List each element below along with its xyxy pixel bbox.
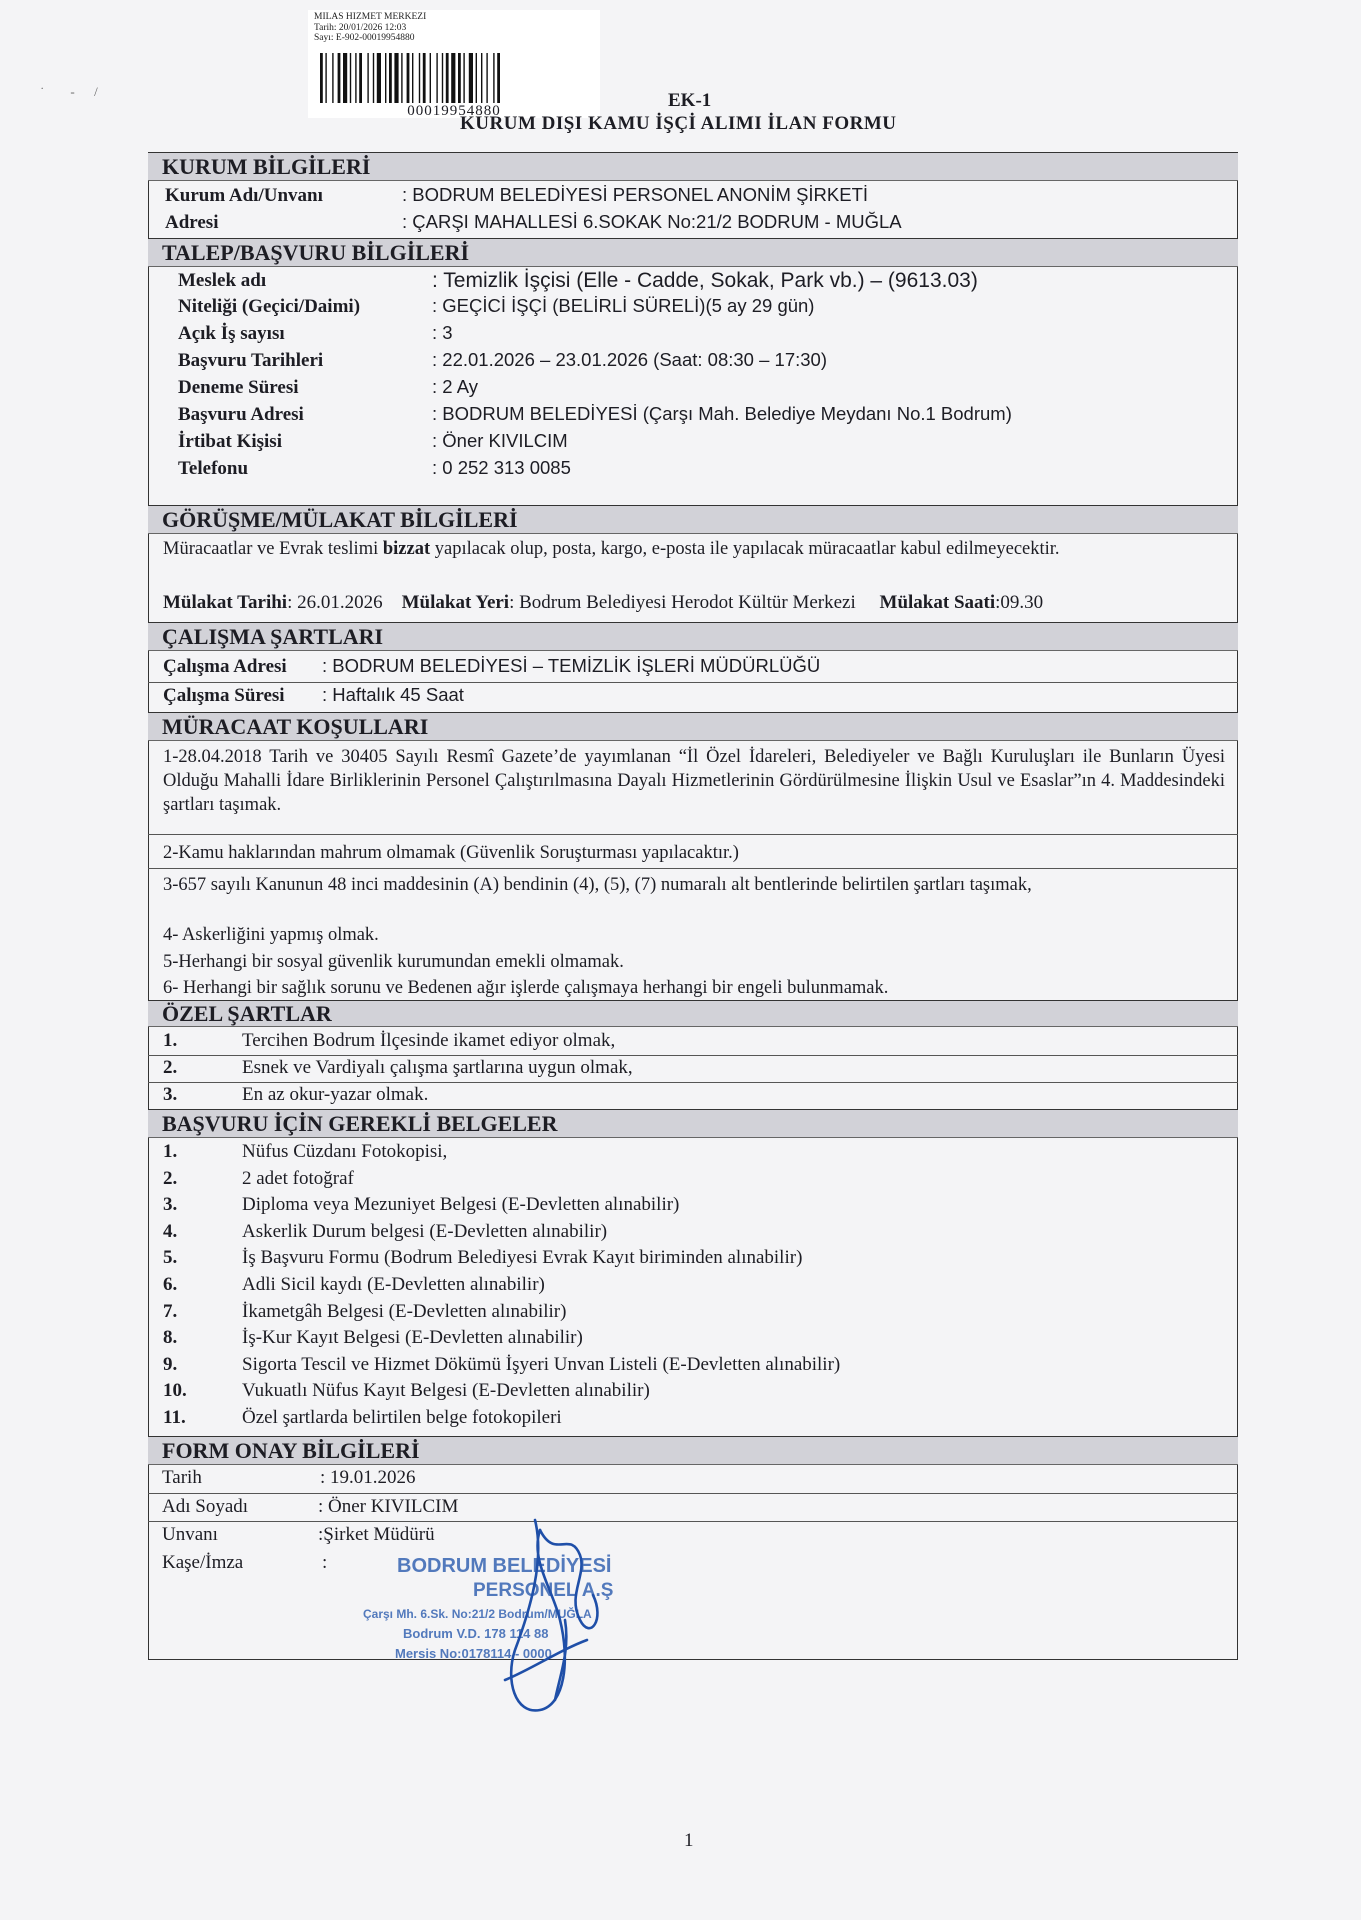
stamp-line1: BODRUM BELEDİYESİ [397, 1555, 612, 1577]
section-muracaat: MÜRACAAT KOŞULLARI [148, 712, 1238, 741]
registry-stamp [308, 10, 600, 118]
calisma-duration-label: Çalışma Süresi [163, 685, 285, 706]
gorusme-text-bold: bizzat [382, 539, 431, 559]
kurum-name-value: : BODRUM BELEDİYESİ PERSONEL ANONİM ŞİRKETİ [402, 184, 869, 205]
belge-item-number: 1. [163, 1141, 178, 1162]
section-gorusme: GÖRÜŞME/MÜLAKAT BİLGİLERİ [148, 505, 1238, 534]
section-talep: TALEP/BAŞVURU BİLGİLERİ [148, 238, 1238, 267]
belge-item-number: 9. [163, 1353, 178, 1375]
belge-item-text: Özel şartlarda belirtilen belge fotokopileri [242, 1407, 562, 1428]
calisma-address-value: : BODRUM BELEDİYESİ – TEMİZLİK İŞLERİ MÜDÜRLÜĞÜ [322, 655, 821, 676]
stamp-line5: Mersis No:0178114 - 0000 [395, 1646, 552, 1661]
talep-value-5: : 2 Ay [432, 376, 478, 397]
belge-item-number: 10. [163, 1380, 187, 1402]
belge-item-number: 7. [163, 1300, 178, 1322]
company-stamp-signature [355, 1500, 775, 1740]
onay-sign-value: : [322, 1552, 328, 1573]
kurum-name-label: Kurum Adı/Unvanı [165, 185, 323, 206]
mulakat-date-label: Mülakat Tarihi [163, 592, 288, 613]
scan-mark: ˙ - / [40, 84, 98, 99]
annex-label: EK-1 [668, 90, 712, 111]
divider [148, 682, 1238, 683]
talep-label-4: Başvuru Tarihleri [178, 350, 324, 371]
belge-item-number: 5. [163, 1247, 178, 1269]
condition-6: 6- Herhangi bir sağlık sorunu ve Bedenen ağır işlerde çalışmaya herhangi bir engeli bulunmamak. [163, 978, 889, 998]
kurum-address-label: Adresi [165, 212, 219, 233]
talep-value-1: : Temizlik İşçisi (Elle - Cadde, Sokak, Park vb.) – (9613.03) [432, 269, 978, 292]
page-number: 1 [684, 1830, 694, 1851]
registry-stamp-line2: Tarih: 20/01/2026 12:03 [314, 22, 407, 33]
gorusme-text-a: Müracaatlar ve Evrak teslimi [163, 539, 383, 559]
talep-label-2: Niteliği (Geçici/Daimi) [178, 296, 361, 317]
belge-item-number: 3. [163, 1194, 178, 1216]
section-belgeler: BAŞVURU İÇİN GEREKLİ BELGELER [148, 1109, 1238, 1138]
belge-item-number: 11. [163, 1407, 186, 1428]
onay-title-value: :Şirket Müdürü [318, 1524, 435, 1545]
belge-item-text: Diploma veya Mezuniyet Belgesi (E-Devletten alınabilir) [242, 1194, 680, 1216]
calisma-address-label: Çalışma Adresi [163, 656, 287, 677]
stamp-line4: Bodrum V.D. 178 114 88 [403, 1626, 549, 1641]
form-border [148, 152, 1238, 1660]
kurum-address-value: : ÇARŞI MAHALLESİ 6.SOKAK No:21/2 BODRUM - MUĞLA [402, 211, 902, 232]
belge-item-text: Sigorta Tescil ve Hizmet Dökümü İşyeri Unvan Listeli (E-Devletten alınabilir) [242, 1353, 841, 1375]
onay-date-value: : 19.01.2026 [320, 1467, 416, 1488]
section-calisma: ÇALIŞMA ŞARTLARI [148, 622, 1238, 651]
talep-value-6: : BODRUM BELEDİYESİ (Çarşı Mah. Belediye Meydanı No.1 Bodrum) [432, 403, 1012, 424]
ozel-item-text: Esnek ve Vardiyalı çalışma şartlarına uygun olmak, [242, 1057, 633, 1078]
gorusme-text [163, 537, 1225, 561]
talep-label-5: Deneme Süresi [178, 377, 299, 398]
divider [148, 1082, 1238, 1083]
registry-stamp-line1: MILAS HIZMET MERKEZI [314, 12, 427, 22]
onay-sign-label: Kaşe/İmza [162, 1552, 244, 1573]
ozel-item-text: En az okur-yazar olmak. [242, 1084, 429, 1105]
divider [148, 1493, 1238, 1494]
stamp-line3: Çarşı Mh. 6.Sk. No:21/2 Bodrum/MUĞLA [363, 1607, 592, 1621]
talep-label-6: Başvuru Adresi [178, 404, 304, 425]
divider [148, 834, 1238, 835]
belge-item-number: 6. [163, 1274, 178, 1295]
divider [148, 1055, 1238, 1056]
onay-date-label: Tarih [162, 1467, 202, 1488]
talep-label-7: İrtibat Kişisi [178, 431, 282, 452]
onay-title-label: Unvanı [162, 1524, 218, 1545]
belge-item-text: Askerlik Durum belgesi (E-Devletten alınabilir) [242, 1220, 608, 1242]
section-onay: FORM ONAY BİLGİLERİ [148, 1436, 1238, 1465]
belge-item-number: 2. [163, 1167, 178, 1189]
talep-label-8: Telefonu [178, 458, 249, 479]
talep-value-7: : Öner KIVILCIM [432, 430, 568, 451]
condition-4: 4- Askerliğini yapmış olmak. [163, 925, 379, 945]
belge-item-text: İş Başvuru Formu (Bodrum Belediyesi Evrak Kayıt biriminden alınabilir) [242, 1247, 803, 1269]
belge-item-number: 4. [163, 1220, 178, 1242]
ozel-item-number: 3. [163, 1084, 178, 1105]
belge-item-text: Adli Sicil kaydı (E-Devletten alınabilir) [242, 1274, 545, 1295]
stamp-line2: PERSONEL A.Ş [473, 1580, 614, 1601]
talep-label-3: Açık İş sayısı [178, 323, 285, 344]
section-ozel: ÖZEL ŞARTLAR [148, 1000, 1238, 1027]
belge-item-text: İkametgâh Belgesi (E-Devletten alınabilir) [242, 1300, 567, 1322]
gorusme-text-b: yapılacak olup, posta, kargo, e-posta ile yapılacak müracaatlar kabul edilmeyecektir. [430, 539, 1060, 559]
mulakat-date-value: : 26.01.2026 [287, 592, 383, 613]
talep-value-3: : 3 [432, 322, 453, 343]
condition-3: 3-657 sayılı Kanunun 48 inci maddesinin (A) bendinin (4), (5), (7) numaralı alt bentlerinde belirtilen şartları taşımak, [163, 875, 1032, 895]
mulakat-place-label: Mülakat Yeri [401, 592, 510, 613]
calisma-duration-value: : Haftalık 45 Saat [322, 684, 464, 705]
belge-item-text: Vukuatlı Nüfus Kayıt Belgesi (E-Devletten alınabilir) [242, 1380, 650, 1402]
mulakat-time-label: Mülakat Saati [879, 592, 996, 613]
ozel-item-text: Tercihen Bodrum İlçesinde ikamet ediyor olmak, [242, 1030, 616, 1051]
form-title: KURUM DIŞI KAMU İŞÇİ ALIMI İLAN FORMU [460, 113, 897, 134]
belge-item-number: 8. [163, 1327, 178, 1349]
talep-value-2: : GEÇİCİ İŞÇİ (BELİRLİ SÜRELİ)(5 ay 29 gün) [432, 295, 815, 316]
mulakat-time-value: :09.30 [995, 592, 1044, 613]
section-kurum: KURUM BİLGİLERİ [148, 152, 1238, 181]
talep-label-1: Meslek adı [178, 270, 267, 291]
mulakat-row [163, 591, 1043, 615]
talep-value-4: : 22.01.2026 – 23.01.2026 (Saat: 08:30 – 17:30) [432, 349, 827, 370]
ozel-item-number: 1. [163, 1030, 178, 1051]
condition-2: 2-Kamu haklarından mahrum olmamak (Güvenlik Soruşturması yapılacaktır.) [163, 843, 739, 863]
belge-item-text: 2 adet fotoğraf [242, 1167, 354, 1189]
onay-name-value: : Öner KIVILCIM [318, 1496, 459, 1517]
registry-stamp-line3: Sayı: E-902-00019954880 [314, 33, 415, 43]
divider [148, 868, 1238, 869]
ozel-item-number: 2. [163, 1057, 178, 1078]
onay-name-label: Adı Soyadı [162, 1496, 249, 1517]
condition-1: 1-28.04.2018 Tarih ve 30405 Sayılı Resmî Gazete’de yayımlanan “İl Özel İdareleri, Belediyeler ve Bağlı Kuruluşları ile Bunların Üyesi Olduğu Mahalli İdare Birliklerinin Personel Çalıştırılmasına Dayalı Hizmetlerinin Gördürülmesine İlişkin Usul ve Esaslar”ın 4. Maddesindeki şartları taşımak. [163, 747, 1225, 815]
mulakat-place-value: : Bodrum Belediyesi Herodot Kültür Merkezi [509, 592, 856, 613]
belge-item-text: İş-Kur Kayıt Belgesi (E-Devletten alınabilir) [242, 1327, 583, 1349]
registry-stamp-text [314, 12, 426, 44]
barcode [316, 53, 588, 103]
condition-5: 5-Herhangi bir sosyal güvenlik kurumundan emekli olmamak. [163, 952, 624, 972]
talep-value-8: : 0 252 313 0085 [432, 457, 571, 478]
barcode-number: 00019954880 [407, 103, 501, 119]
belge-item-text: Nüfus Cüzdanı Fotokopisi, [242, 1141, 448, 1162]
